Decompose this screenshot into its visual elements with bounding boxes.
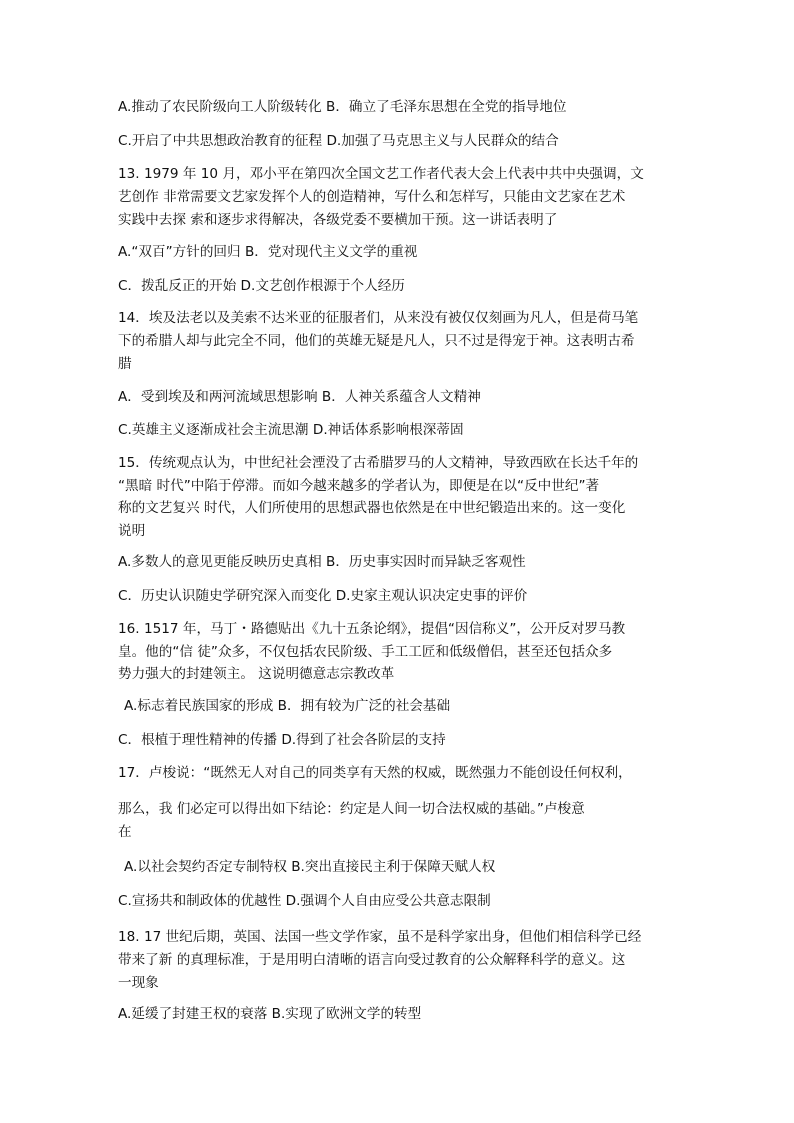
question-17-line-2: 那么，我 们必定可以得出如下结论：约定是人间一切合法权威的基础。”卢梭意 (118, 801, 585, 817)
option-line: C．历史认识随史学研究深入而变化 D.史家主观认识决定史事的评价 (118, 588, 528, 604)
option-line: A.“双百”方针的回归 B．党对现代主义文学的重视 (118, 244, 418, 260)
question-15-line-2: “黑暗 时代”中陷于停滞。而如今越来越多的学者认为，即便是在以“反中世纪”著 (118, 478, 600, 494)
question-18-line-3: 一现象 (118, 975, 159, 991)
option-line: A.延缓了封建王权的衰落 B.实现了欧洲文学的转型 (118, 1006, 422, 1022)
question-18-line-1: 18. 17 世纪后期，英国、法国一些文学作家，虽不是科学家出身，但他们相信科学已经 (118, 929, 642, 945)
question-18-line-2: 带来了新 的真理标准，于是用明白清晰的语言向受过教育的公众解释科学的意义。这 (118, 952, 626, 968)
question-16-line-2: 皇。他的“信 徒”众多，不仅包括农民阶级、手工工匠和低级僧侣，甚至还包括众多 (118, 644, 613, 660)
question-14-line-3: 腊 (118, 356, 132, 372)
option-line: A.标志着民族国家的形成 B．拥有较为广泛的社会基础 (124, 698, 451, 714)
question-17-line-3: 在 (118, 824, 132, 840)
option-line: A.推动了农民阶级向工人阶级转化 B．确立了毛泽东思想在全党的指导地位 (118, 99, 567, 115)
option-line: A.以社会契约否定专制特权 B.突出直接民主利于保障天赋人权 (124, 859, 496, 875)
question-16-line-3: 势力强大的封建领主。 这说明德意志宗教改革 (118, 666, 395, 682)
question-15-line-1: 15．传统观点认为，中世纪社会湮没了古希腊罗马的人文精神，导致西欧在长达千年的 (118, 455, 639, 471)
question-16-line-1: 16. 1517 年，马丁・路德贴出《九十五条论纲》，提倡“因信称义”，公开反对罗马教 (118, 621, 626, 637)
option-line: C.英雄主义逐渐成社会主流思潮 D.神话体系影响根深蒂固 (118, 422, 464, 438)
option-line: C.开启了中共思想政治教育的征程 D.加强了马克思主义与人民群众的结合 (118, 133, 559, 149)
question-13-line-2: 艺创作 非常需要文艺家发挥个人的创造精神，写什么和怎样写，只能由文艺家在艺术 (118, 189, 626, 205)
option-line: C．拨乱反正的开始 D.文艺创作根源于个人经历 (118, 278, 405, 294)
option-line: A．受到埃及和两河流域思想影响 B．人神关系蕴含人文精神 (118, 389, 481, 405)
question-17-line-1: 17．卢梭说：“既然无人对自己的同类享有天然的权威，既然强力不能创设任何权利， (118, 765, 632, 781)
question-14-line-1: 14．埃及法老以及美索不达米亚的征服者们，从来没有被仅仅刻画为凡人，但是荷马笔 (118, 310, 639, 326)
question-13-line-1: 13. 1979 年 10 月，邓小平在第四次全国文艺工作者代表大会上代表中共中央强调，文 (118, 166, 644, 182)
question-13-line-3: 实践中去探 索和逐步求得解决，各级党委不要横加干预。这一讲话表明了 (118, 212, 558, 228)
question-15-line-3: 称的文艺复兴 时代，人们所使用的思想武器也依然是在中世纪锻造出来的。这一变化 (118, 500, 626, 516)
option-line: A.多数人的意见更能反映历史真相 B．历史事实因时而异缺乏客观性 (118, 554, 526, 570)
option-line: C.宣扬共和制政体的优越性 D.强调个人自由应受公共意志限制 (118, 893, 491, 909)
option-line: C．根植于理性精神的传播 D.得到了社会各阶层的支持 (118, 732, 446, 748)
question-15-line-4: 说明 (118, 523, 146, 539)
question-14-line-2: 下的希腊人却与此完全不同，他们的英雄无疑是凡人，只不过是得宠于神。这表明古希 (118, 333, 635, 349)
